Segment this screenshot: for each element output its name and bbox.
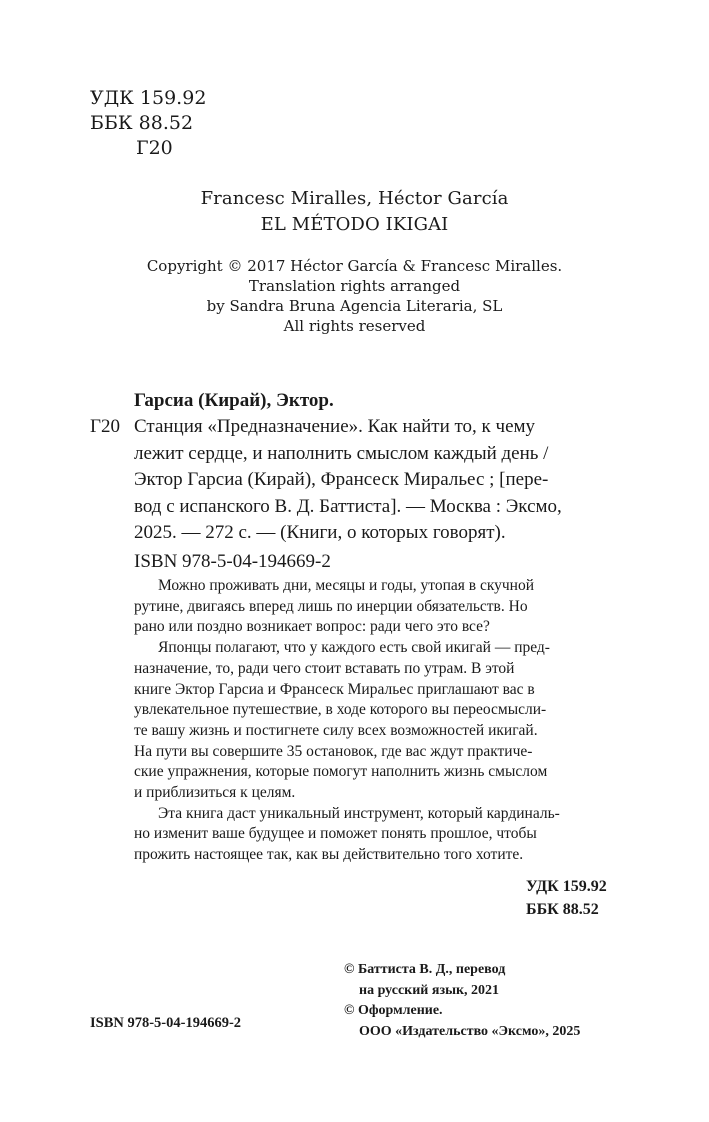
copyright-line: All rights reserved (283, 317, 426, 335)
annotation-paragraph (134, 576, 620, 638)
translation-copyright: © Баттиста В. Д., перевод (344, 962, 506, 977)
catalog-description-line: вод с испанского В. Д. Баттиста]. — Москва : Эксмо, (134, 495, 562, 517)
annotation-line: прожить настоящее так, как вы действительно того хотите. (134, 846, 524, 864)
publisher-copyrights (344, 960, 580, 1042)
catalog-author-mark: Г20 (90, 416, 120, 437)
copyright-notice (0, 256, 709, 336)
annotation-line: те вашу жизнь и постигнете силу всех возможностей икигай. (134, 721, 538, 739)
original-edition (0, 186, 709, 238)
original-title: EL MÉTODO IKIGAI (260, 214, 449, 235)
annotation-line: назначение, то, ради чего стоит вставать по утрам. В этой (134, 659, 515, 677)
annotation-line: ские упражнения, которые помогут наполнить жизнь смыслом (134, 763, 548, 781)
catalog-description-line: 2025. — 272 с. — (Книги, о которых говорят). (134, 522, 506, 543)
copyright-line: Translation rights arranged (248, 277, 461, 295)
udk-code: УДК 159.92 (90, 87, 207, 109)
isbn-bottom: ISBN 978-5-04-194669-2 (90, 1015, 242, 1031)
catalog-isbn: ISBN 978-5-04-194669-2 (134, 551, 331, 572)
catalog-description-line: Станция «Предназначение». Как найти то, к чему (134, 416, 536, 437)
bbk-code: ББК 88.52 (90, 112, 194, 134)
copyright-line: by Sandra Bruna Agencia Literaria, SL (206, 297, 503, 315)
translation-copyright-cont: на русский язык, 2021 (359, 982, 500, 998)
annotation-line: но изменит ваше будущее и поможет понять прошлое, чтобы (134, 825, 537, 843)
design-copyright-cont: ООО «Издательство «Эксмо», 2025 (359, 1023, 581, 1039)
catalog-description-line: Эктор Гарсиа (Кирай), Франсеск Миральес ; [пере- (134, 469, 549, 490)
annotation (134, 576, 620, 866)
annotation-line: увлекательное путешествие, в ходе которого вы переосмысли- (134, 701, 547, 719)
original-authors: Francesc Miralles, Héctor García (200, 188, 509, 209)
annotation-line: книге Эктор Гарсиа и Франсеск Миральес приглашают вас в (134, 680, 535, 698)
design-copyright: © Оформление. (344, 1003, 443, 1018)
classification-codes-bottom (526, 875, 607, 921)
annotation-line: На пути вы совершите 35 остановок, где вас ждут практиче- (134, 742, 533, 760)
copyright-line: Copyright © 2017 Héctor García & Francesc Miralles. (146, 257, 563, 275)
udk-code-bottom: УДК 159.92 (526, 878, 607, 895)
catalog-description (134, 414, 620, 547)
annotation-line: Можно проживать дни, месяцы и годы, утопая в скучной (158, 577, 535, 594)
annotation-line: рутине, двигаясь вперед лишь по инерции обязательств. Но (134, 597, 528, 615)
classification-codes-top (90, 86, 206, 161)
annotation-line: рано или поздно возникает вопрос: ради чего это все? (134, 618, 490, 636)
catalog-description-line: лежит сердце, и наполнить смыслом каждый день / (134, 442, 549, 464)
annotation-paragraph (134, 638, 620, 804)
bbk-code-bottom: ББК 88.52 (526, 901, 599, 918)
author-mark: Г20 (136, 137, 173, 159)
annotation-line: и приблизиться к целям. (134, 784, 296, 802)
annotation-line: Японцы полагают, что у каждого есть свой икигай — пред- (158, 639, 550, 657)
annotation-line: Эта книга даст уникальный инструмент, который кардиналь- (158, 804, 560, 822)
catalog-author-heading: Гарсиа (Кирай), Эктор. (134, 390, 334, 411)
annotation-paragraph (134, 804, 620, 866)
